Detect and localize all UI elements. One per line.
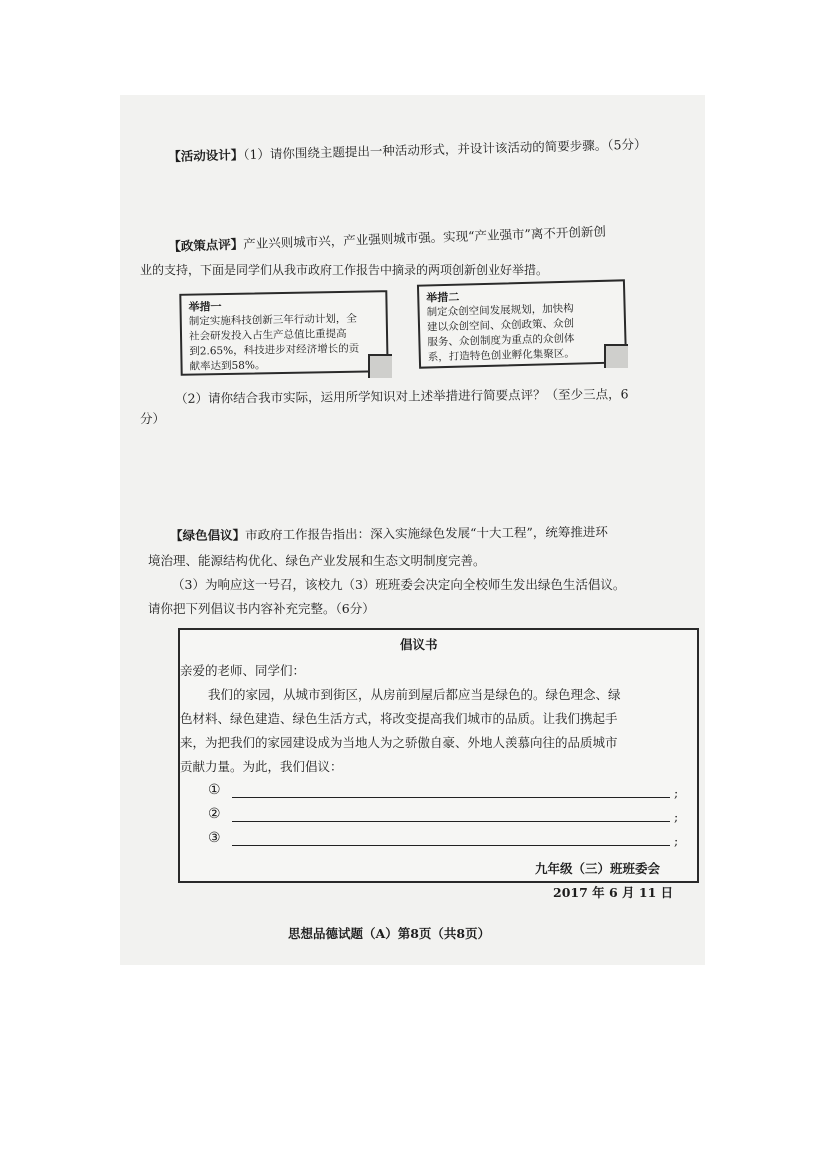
measure-two-line: 制定众创空间发展规划，加快构 bbox=[426, 302, 574, 319]
item-end-mark: ; bbox=[674, 809, 679, 824]
measure-one-line: 社会研发投入占生产总值比重提高 bbox=[188, 327, 347, 343]
policy-question-1: （2）请你结合我市实际，运用所学知识对上述举措进行简要点评？（至少三点，6 bbox=[175, 386, 629, 406]
measure-one-line: 制定实施科技创新三年行动计划，全 bbox=[188, 312, 357, 328]
proposal-title: 倡议书 bbox=[400, 637, 438, 652]
proposal-item-marker: ① bbox=[208, 782, 221, 798]
proposal-answer-line[interactable] bbox=[232, 845, 670, 846]
measure-two-card bbox=[417, 279, 627, 368]
proposal-answer-line[interactable] bbox=[232, 821, 670, 822]
proposal-answer-line[interactable] bbox=[232, 797, 670, 798]
measure-one-line: 到2.65%，科技进步对经济增长的贡 bbox=[189, 342, 360, 358]
proposal-body-line: 我们的家园，从城市到街区，从房前到屋后都应当是绿色的。绿色理念、绿 bbox=[208, 687, 621, 702]
proposal-item-marker: ③ bbox=[208, 830, 221, 846]
page-curl-decoration bbox=[368, 354, 392, 378]
measure-two-line: 系，打造特色创业孵化集聚区。 bbox=[427, 347, 575, 364]
page-curl-decoration bbox=[604, 344, 628, 368]
proposal-signature: 九年级（三）班班委会 bbox=[535, 861, 661, 876]
proposal-greeting: 亲爱的老师、同学们： bbox=[180, 663, 306, 678]
measure-one-card bbox=[179, 290, 388, 376]
policy-question-2: 分） bbox=[140, 411, 166, 426]
proposal-box-top-border bbox=[178, 628, 699, 630]
proposal-item-marker: ② bbox=[208, 806, 221, 822]
measure-one-title: 举措一 bbox=[188, 300, 222, 314]
proposal-date: 2017 年 6 月 11 日 bbox=[553, 885, 674, 900]
measure-two-title: 举措二 bbox=[426, 290, 460, 305]
page-footer: 思想品德试题（A）第8页（共8页） bbox=[288, 926, 491, 941]
green-question-1: （3）为响应这一号召，该校九（3）班班委会决定向全校师生发出绿色生活倡议。 bbox=[172, 577, 626, 592]
activity-question: （1）请你围绕主题提出一种活动形式，并设计该活动的简要步骤。（5分） bbox=[243, 136, 647, 163]
policy-label: 【政策点评】 bbox=[168, 236, 244, 254]
policy-text-1: 产业兴则城市兴，产业强则城市强。实现“产业强市”离不开创新创 bbox=[243, 223, 607, 252]
green-text-1: 市政府工作报告指出：深入实施绿色发展“十大工程”，统筹推进环 bbox=[245, 524, 608, 543]
proposal-body-line: 来，为把我们的家园建设成为当地人为之骄傲自豪、外地人羡慕向往的品质城市 bbox=[180, 735, 618, 750]
item-end-mark: ; bbox=[674, 785, 679, 800]
green-label: 【绿色倡议】 bbox=[170, 527, 246, 543]
measure-two-line: 建以众创空间、众创政策、众创 bbox=[426, 317, 575, 334]
activity-label: 【活动设计】 bbox=[168, 147, 244, 164]
item-end-mark: ; bbox=[674, 833, 679, 848]
measure-one-line: 献率达到58%。 bbox=[189, 359, 266, 373]
measure-two-line: 服务、众创制度为重点的众创体 bbox=[427, 332, 575, 349]
proposal-body-line: 贡献力量。为此，我们倡议： bbox=[180, 759, 343, 774]
policy-text-2: 业的支持，下面是同学们从我市政府工作报告中摘录的两项创新创业好举措。 bbox=[140, 263, 549, 277]
green-question-2: 请你把下列倡议书内容补充完整。（6分） bbox=[148, 601, 375, 616]
proposal-body-line: 色材料、绿色建造、绿色生活方式，将改变提高我们城市的品质。让我们携起手 bbox=[180, 711, 618, 726]
green-text-2: 境治理、能源结构优化、绿色产业发展和生态文明制度完善。 bbox=[148, 553, 486, 568]
